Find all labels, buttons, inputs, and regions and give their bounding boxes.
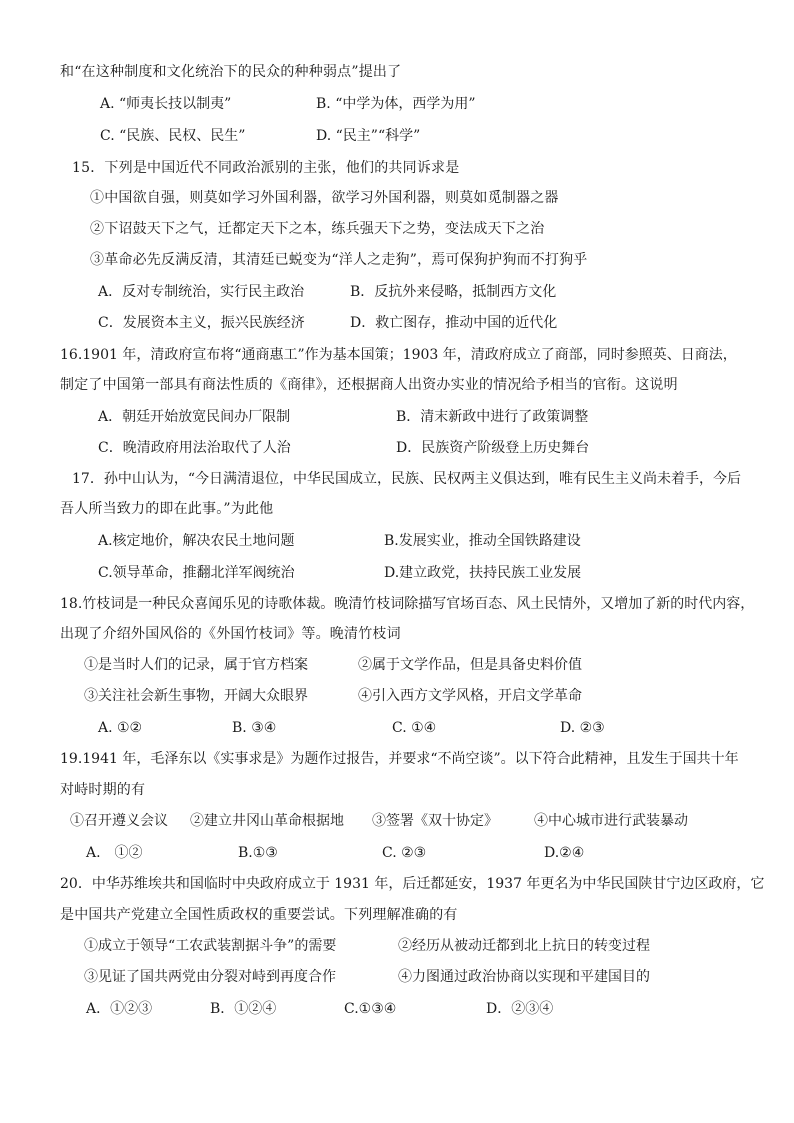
q18-item-3: ③关注社会新生事物，开阔大众眼界 xyxy=(84,688,308,704)
q16-stem-line1: 16.1901 年，清政府宣布将“通商惠工”作为基本国策；1903 年，清政府成立了商部，同时参照英、日商法， xyxy=(60,347,737,363)
q14-option-d: D. “民主”“科学” xyxy=(316,128,421,144)
q18-option-c: C. ①④ xyxy=(392,720,437,736)
q20-stem-line1: 20．中华苏维埃共和国临时中央政府成立于 1931 年，后迁都延安，1937 年更名为中华民国陕甘宁边区政府，它 xyxy=(60,876,765,892)
q19-item-1: ①召开遵义会议 xyxy=(70,813,168,829)
q16-option-a: A．朝廷开始放宽民间办厂限制 xyxy=(98,409,291,425)
q19-option-c: C. ②③ xyxy=(382,845,427,861)
q20-option-c: C.①③④ xyxy=(344,1001,397,1017)
q18-option-d: D. ②③ xyxy=(560,720,605,736)
q14-option-c: C. “民族、民权、民生” xyxy=(100,128,246,144)
q20-item-2: ②经历从被动迁都到北上抗日的转变过程 xyxy=(398,938,650,954)
q15-stem: 15．下列是中国近代不同政治派别的主张，他们的共同诉求是 xyxy=(72,160,460,176)
q15-item-2: ②下诏鼓天下之气，迁都定天下之本，练兵强天下之势，变法成天下之治 xyxy=(90,221,545,237)
q17-stem-line1: 17．孙中山认为，“今日满清退位，中华民国成立，民族、民权两主义俱达到，唯有民生主义尚未着手，今后 xyxy=(72,471,741,487)
q20-item-1: ①成立于领导“工农武装割据斗争”的需要 xyxy=(84,938,337,954)
q16-option-c: C．晚清政府用法治取代了人治 xyxy=(98,440,291,456)
q18-item-4: ④引入西方文学风格，开启文学革命 xyxy=(358,688,582,704)
q20-item-3: ③见证了国共两党由分裂对峙到再度合作 xyxy=(84,969,336,985)
q19-item-4: ④中心城市进行武装暴动 xyxy=(534,813,688,829)
q20-item-4: ④力图通过政治协商以实现和平建国目的 xyxy=(398,969,650,985)
q18-item-1: ①是当时人们的记录，属于官方档案 xyxy=(84,657,308,673)
q15-item-1: ①中国欲自强，则莫如学习外国利器，欲学习外国利器，则莫如觅制器之器 xyxy=(90,190,559,206)
q19-option-b: B.①③ xyxy=(238,845,278,861)
q19-stem-line1: 19.1941 年，毛泽东以《实事求是》为题作过报告，并要求“不尚空谈”。以下符合此精神，且发生于国共十年 xyxy=(60,751,739,767)
q20-option-a: A．①②③ xyxy=(86,1001,153,1017)
q18-stem-line2: 出现了介绍外国风俗的《外国竹枝词》等。晚清竹枝词 xyxy=(60,626,401,642)
q14-stem-tail: 和“在这种制度和文化统治下的民众的种种弱点”提出了 xyxy=(60,64,402,80)
q18-stem-line1: 18.竹枝词是一种民众喜闻乐见的诗歌体裁。晚清竹枝词除描写官场百态、风土民情外，又增加了新的时代内容， xyxy=(60,596,755,612)
q16-option-d: D．民族资产阶级登上历史舞台 xyxy=(396,440,590,456)
q15-option-a: A．反对专制统治，实行民主政治 xyxy=(98,284,305,300)
q15-option-c: C．发展资本主义，振兴民族经济 xyxy=(98,315,305,331)
q16-stem-line2: 制定了中国第一部具有商法性质的《商律》，还根据商人出资办实业的情况给予相当的官衔。这说明 xyxy=(60,377,678,393)
q15-option-b: B．反抗外来侵略，抵制西方文化 xyxy=(350,284,557,300)
q19-item-3: ③签署《双十协定》 xyxy=(372,813,498,829)
q18-option-b: B. ③④ xyxy=(232,720,277,736)
q14-option-a: A. “师夷长技以制夷” xyxy=(100,96,232,112)
q17-option-c: C.领导革命，推翻北洋军阀统治 xyxy=(98,565,295,581)
q16-option-b: B．清末新政中进行了政策调整 xyxy=(396,409,589,425)
q20-stem-line2: 是中国共产党建立全国性质政权的重要尝试。下列理解准确的有 xyxy=(60,907,458,923)
q18-item-2: ②属于文学作品，但是具备史料价值 xyxy=(358,657,582,673)
q15-option-d: D．救亡图存，推动中国的近代化 xyxy=(350,315,558,331)
q20-option-b: B．①②④ xyxy=(210,1001,277,1017)
q19-option-d: D.②④ xyxy=(544,845,585,861)
q15-item-3: ③革命必先反满反清，其清廷已蜕变为“洋人之走狗”，焉可保狗护狗而不打狗乎 xyxy=(90,252,588,268)
q17-option-b: B.发展实业，推动全国铁路建设 xyxy=(384,533,581,549)
q17-option-d: D.建立政党，扶持民族工业发展 xyxy=(384,565,582,581)
q19-stem-line2: 对峙时期的有 xyxy=(60,782,146,798)
q17-option-a: A.核定地价，解决农民土地问题 xyxy=(98,533,295,549)
q18-option-a: A. ①② xyxy=(98,720,143,736)
q20-option-d: D．②③④ xyxy=(486,1001,554,1017)
q19-option-a: A. ①② xyxy=(86,845,143,861)
q14-option-b: B. “中学为体，西学为用” xyxy=(316,96,476,112)
q17-stem-line2: 吾人所当致力的即在此事。”为此他 xyxy=(60,501,274,517)
q19-item-2: ②建立井冈山革命根据地 xyxy=(190,813,344,829)
